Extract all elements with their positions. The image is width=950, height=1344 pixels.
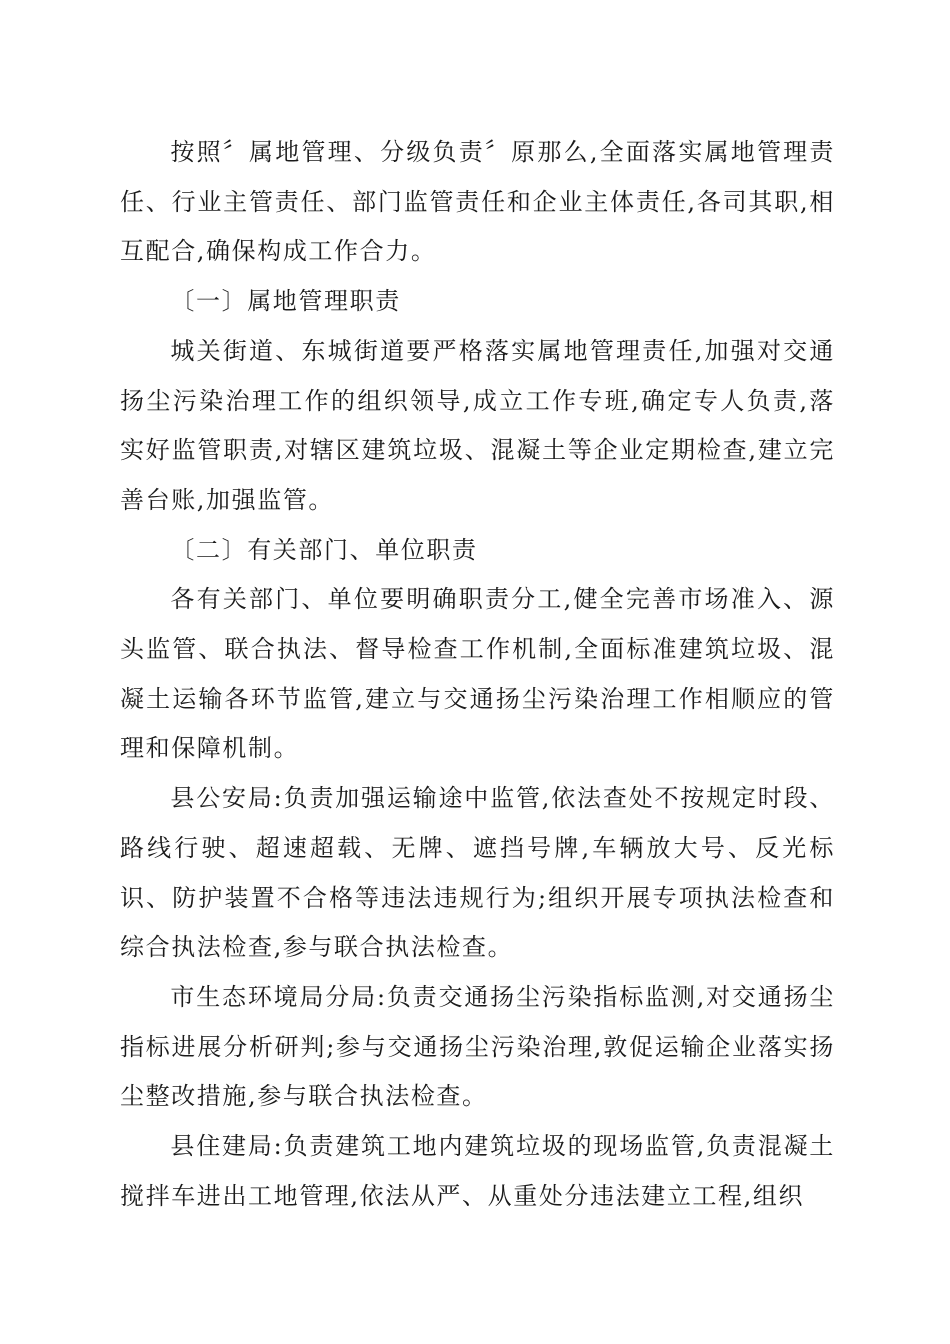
paragraph-department-duties: 各有关部门、单位要明确职责分工,健全完善市场准入、源头监管、联合执法、督导检查工作机制,全面标准建筑垃圾、混凝土运输各环节监管,建立与交通扬尘污染治理工作相顺应的管理和保障机制。 (120, 585, 835, 763)
paragraph-housing-bureau: 县住建局:负责建筑工地内建筑垃圾的现场监管,负责混凝土搅拌车进出工地管理,依法从严、从重处分违法建立工程,组织 (120, 1132, 835, 1210)
section-heading-departments: 〔二〕有关部门、单位职责 (170, 535, 478, 564)
section-heading-territorial: 〔一〕属地管理职责 (170, 287, 401, 316)
paragraph-public-security: 县公安局:负责加强运输途中监管,依法查处不按规定时段、路线行驶、超速超载、无牌、遮挡号牌,车辆放大号、反光标识、防护装置不合格等违法违规行为;组织开展专项执法检查和综合执法检查,参与联合执法检查。 (120, 784, 835, 962)
document-body (120, 128, 835, 1221)
paragraph-ecology-bureau: 市生态环境局分局:负责交通扬尘污染指标监测,对交通扬尘指标进展分析研判;参与交通扬尘污染治理,敦促运输企业落实扬尘整改措施,参与联合执法检查。 (120, 982, 835, 1111)
paragraph-territorial-duties: 城关街道、东城街道要严格落实属地管理责任,加强对交通扬尘污染治理工作的组织领导,成立工作专班,确定专人负责,落实好监管职责,对辖区建筑垃圾、混凝土等企业定期检查,建立完善台账,加强监管。 (120, 336, 835, 514)
paragraph-principle: 按照〞属地管理、分级负责〞原那么,全面落实属地管理责任、行业主管责任、部门监管责任和企业主体责任,各司其职,相互配合,确保构成工作合力。 (120, 138, 835, 266)
